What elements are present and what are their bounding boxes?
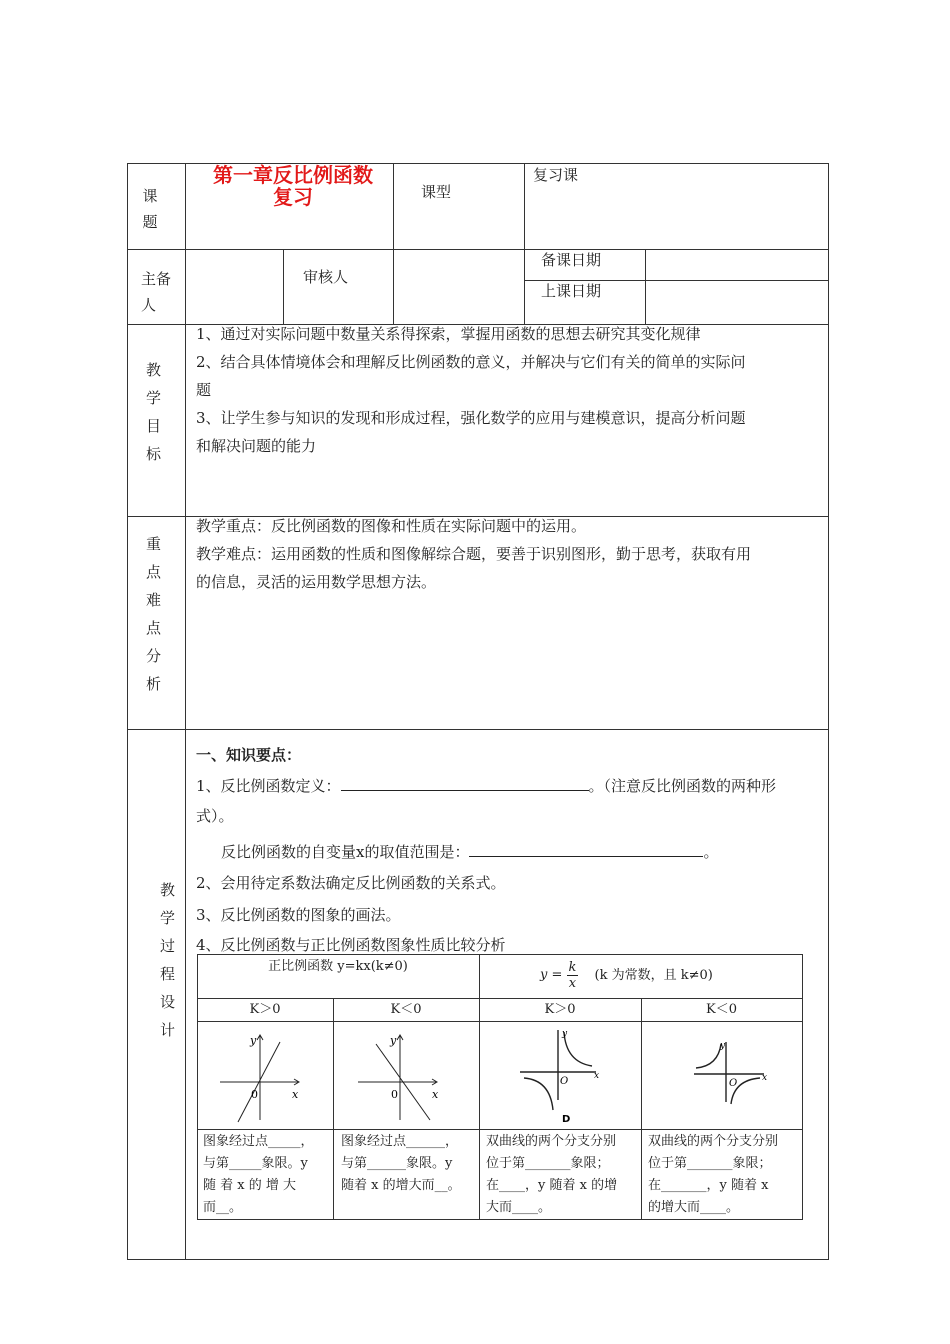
desc-line: 的增大而____。	[648, 1200, 740, 1215]
row-divider-4	[127, 729, 829, 730]
figure-mark: D	[562, 1114, 571, 1125]
item1-prefix: 1、反比例函数定义：	[196, 777, 341, 795]
inverse-note: (k 为常数，且 k≠0)	[594, 967, 713, 983]
ct-bottom	[197, 1219, 802, 1220]
desc-line: 双曲线的两个分支分别	[486, 1134, 617, 1149]
type-value: 复习课	[533, 166, 579, 184]
item1b-suffix: 。	[703, 843, 719, 861]
desc-inverse-positive	[486, 1131, 640, 1219]
domain-blank	[469, 842, 703, 857]
hyperbola-branch-2	[524, 1078, 553, 1110]
objective-item: 3、让学生参与知识的发现和形成过程，强化数学的应用与建模意识，提高分析问题	[196, 409, 746, 427]
section-title: 一、知识要点：	[196, 746, 302, 764]
cond-linear-neg: K＜0	[390, 1002, 422, 1017]
desc-line: 而__。	[203, 1200, 243, 1215]
col-divider-reviewer	[283, 249, 284, 325]
item1b-prefix: 反比例函数的自变量x的取值范围是：	[221, 843, 470, 861]
y-label: y	[562, 1029, 568, 1039]
objectives-list	[196, 320, 826, 460]
reviewer-label: 审核人	[303, 268, 349, 286]
item1-cont: 式）。	[196, 807, 234, 825]
hyperbola-branch-1	[564, 1032, 592, 1066]
table-border-left	[127, 163, 128, 1260]
x-label: x	[432, 1088, 439, 1101]
cond-linear-pos: K＞0	[249, 1002, 281, 1017]
inverse-fraction	[567, 960, 579, 991]
graph-inverse-negative	[642, 1022, 802, 1129]
col-divider-type-value	[524, 163, 525, 325]
origin-label: O	[729, 1078, 738, 1089]
ct-top	[197, 954, 802, 955]
desc-linear-positive	[203, 1131, 331, 1219]
desc-line: 随 着 x 的 增 大	[203, 1178, 296, 1193]
keypoint-line: 教学重点：反比例函数的图像和性质在实际问题中的运用。	[196, 517, 587, 535]
item1-suffix: 。（注意反比例函数的两种形	[588, 777, 777, 795]
y-label: y	[250, 1034, 257, 1047]
page-title	[198, 164, 388, 208]
item4: 4、反比例函数与正比例函数图象性质比较分析	[196, 936, 506, 954]
desc-line: 图象经过点_____，	[203, 1134, 314, 1149]
desc-line: 与第______象限。y	[341, 1156, 453, 1171]
x-label: x	[594, 1071, 600, 1081]
desc-line: 位于第_______象限；	[648, 1156, 772, 1171]
keypoints-label	[146, 530, 164, 698]
origin-label: 0	[391, 1088, 398, 1101]
process-label	[160, 876, 178, 1044]
y-label: y	[720, 1041, 726, 1051]
prep-date-label: 备课日期	[541, 251, 602, 269]
inverse-y: y =	[540, 967, 563, 983]
row-divider-1	[127, 249, 829, 250]
linear-header: 正比例函数 y=kx(k≠0)	[268, 959, 408, 974]
process-label-text: 教学过程设计	[160, 881, 176, 1039]
objective-item: 2、结合具体情境体会和理解反比例函数的意义，并解决与它们有关的简单的实际问	[196, 353, 746, 371]
keypoints-text	[196, 512, 826, 596]
ct-row3	[197, 1129, 802, 1130]
graph-linear-negative	[334, 1022, 479, 1129]
page-title-line1: 第一章反比例函数	[213, 163, 373, 187]
item1-line	[196, 776, 776, 796]
keypoints-label-text: 重点难点分析	[146, 535, 162, 693]
page-title-line2: 复习	[273, 185, 313, 209]
fraction-numerator: k	[568, 960, 577, 975]
table-border-bottom	[127, 1259, 829, 1260]
origin-label: O	[560, 1076, 569, 1087]
keypoint-line: 教学难点：运用函数的性质和图像解综合题，要善于识别图形，勤于思考，获取有用	[196, 545, 752, 563]
objectives-label	[146, 356, 164, 468]
table-border-right	[828, 163, 829, 1260]
graph-linear-positive	[198, 1022, 333, 1129]
objectives-label-text: 教学目标	[146, 361, 162, 463]
cond-inverse-pos: K＞0	[544, 1002, 576, 1017]
desc-line: 双曲线的两个分支分别	[648, 1134, 779, 1149]
origin-label: 0	[251, 1088, 258, 1101]
desc-line: 随着 x 的增大而__。	[341, 1178, 461, 1193]
inverse-header	[540, 960, 713, 991]
y-label: y	[390, 1034, 397, 1047]
preparer-label	[141, 266, 175, 318]
fraction-denominator: x	[568, 976, 577, 991]
item2: 2、会用待定系数法确定反比例函数的关系式。	[196, 874, 506, 892]
x-label: x	[292, 1088, 299, 1101]
item3: 3、反比例函数的图象的画法。	[196, 906, 401, 924]
x-label: x	[762, 1073, 768, 1083]
ct-right	[802, 954, 803, 1220]
desc-line: 位于第_______象限；	[486, 1156, 610, 1171]
graph-inverse-positive	[480, 1022, 641, 1129]
class-date-label: 上课日期	[541, 282, 602, 300]
type-label: 课型	[421, 183, 452, 201]
keypoint-line: 的信息，灵活的运用数学思想方法。	[196, 573, 437, 591]
preparer-label-text: 主备人	[141, 270, 172, 314]
objective-item: 1、通过对实际问题中数量关系得探索，掌握用函数的思想去研究其变化规律	[196, 325, 701, 343]
cond-inverse-neg: K＜0	[706, 1002, 737, 1017]
desc-line: 图象经过点______，	[341, 1134, 459, 1149]
topic-label	[142, 183, 162, 235]
topic-label-text: 课题	[142, 187, 158, 231]
col-divider-type	[393, 163, 394, 325]
item1b-line	[221, 842, 718, 862]
col-divider-date-value	[645, 249, 646, 325]
desc-line: 在____，y 随着 x 的增	[486, 1178, 618, 1193]
objective-item: 题	[196, 381, 212, 399]
desc-line: 大而____。	[486, 1200, 552, 1215]
definition-blank	[341, 776, 589, 791]
desc-inverse-negative	[648, 1131, 801, 1219]
desc-line: 在_______，y 随着 x	[648, 1178, 769, 1193]
desc-line: 与第_____象限。y	[203, 1156, 308, 1171]
objective-item: 和解决问题的能力	[196, 437, 317, 455]
desc-linear-negative	[341, 1131, 477, 1197]
label-column-divider	[185, 163, 186, 1260]
hyperbola-branch-1	[696, 1044, 721, 1068]
